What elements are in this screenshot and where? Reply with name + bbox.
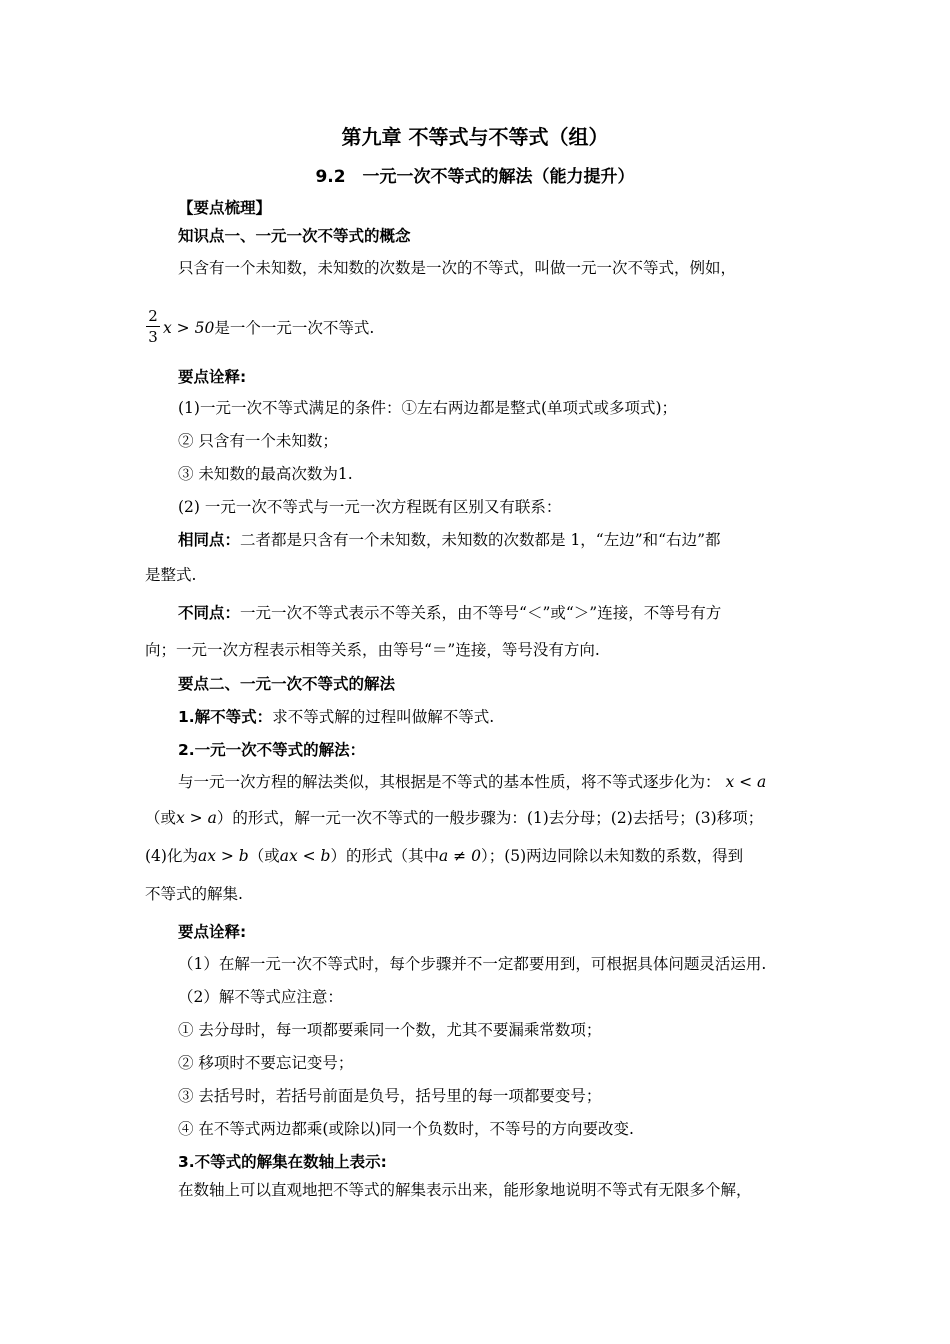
diff-point-text: 一元一次不等式表示不等关系，由不等号“＜”或“＞”连接，不等号有方 (240, 604, 722, 622)
kp2-step2-line3-expr1: ax > b (197, 847, 249, 865)
same-point-text: 二者都是只含有一个未知数，未知数的次数都是 1，“左边”和“右边”都 (240, 531, 721, 549)
example-tail: 是一个一元一次不等式. (214, 319, 375, 337)
kp2-step2-line2 (145, 808, 763, 828)
fraction-denominator: 3 (148, 328, 158, 346)
diff-point (178, 603, 721, 623)
kp1-title: 知识点一、一元一次不等式的概念 (178, 227, 411, 245)
notes2-line1: （1）在解一元一次不等式时，每个步骤并不一定都要用到，可根据具体问题灵活运用. (178, 955, 767, 973)
fraction-bar (146, 326, 160, 327)
kp2-step2-line3-a: (4)化为 (145, 847, 198, 865)
kp2-step2-line1-text: 与一元一次方程的解法类似，其根据是不等式的基本性质，将不等式逐步化为： (178, 773, 721, 791)
notes2-title: 要点诠释: (178, 923, 247, 941)
kp3-line1: 在数轴上可以直观地把不等式的解集表示出来，能形象地说明不等式有无限多个解， (178, 1181, 752, 1199)
example-expression: x > 50 (163, 319, 215, 337)
fraction-numerator: 2 (148, 307, 158, 325)
kp2-step2-line2-b: ）的形式，解一元一次不等式的一般步骤为：(1)去分母；(2)去括号；(3)移项； (216, 809, 764, 827)
same-point-label: 相同点： (178, 531, 241, 549)
kp2-step2-line2-a: （或 (145, 809, 177, 827)
kp2-step1 (178, 707, 494, 727)
kp3-title: 3.不等式的解集在数轴上表示: (178, 1153, 387, 1171)
kp2-step2-line3-c: ）的形式（其中 (330, 847, 439, 865)
kp2-step2-line4: 不等式的解集. (145, 885, 243, 903)
notes2-line5: ③ 去括号时，若括号前面是负号，括号里的每一项都要变号； (178, 1087, 602, 1105)
kp1-example (163, 318, 374, 338)
section-title: 9.2 一元一次不等式的解法（能力提升） (315, 167, 635, 187)
kp2-step2-line2-expr: x > a (176, 809, 217, 827)
kp2-step1-label: 1.解不等式： (178, 708, 273, 726)
notes1-line1: (1)一元一次不等式满足的条件：①左右两边都是整式(单项式或多项式)； (178, 399, 678, 417)
kp2-title: 要点二、一元一次不等式的解法 (178, 675, 396, 693)
example-fraction (146, 307, 160, 346)
kp2-step2-line1 (178, 772, 766, 792)
diff-point-label: 不同点： (178, 604, 241, 622)
kp2-step2-line1-expr: x < a (725, 773, 767, 791)
kp2-step2-line3 (145, 846, 743, 866)
kp2-step2-line3-expr2: ax < b (279, 847, 331, 865)
notes1-line2: ② 只含有一个未知数； (178, 432, 338, 450)
notes2-line3: ① 去分母时，每一项都要乘同一个数，尤其不要漏乘常数项； (178, 1021, 602, 1039)
same-point (178, 530, 721, 550)
kp2-step2-title: 2.一元一次不等式的解法： (178, 741, 366, 759)
notes2-line2: （2）解不等式应注意： (178, 988, 343, 1006)
heading-key-points: 【要点梳理】 (178, 199, 272, 217)
diff-point-cont: 向；一元一次方程表示相等关系，由等号“＝”连接，等号没有方向. (145, 641, 600, 659)
notes1-title: 要点诠释: (178, 368, 247, 386)
kp2-step1-text: 求不等式解的过程叫做解不等式. (272, 708, 495, 726)
kp2-step2-line3-b: （或 (248, 847, 280, 865)
notes2-line4: ② 移项时不要忘记变号； (178, 1054, 354, 1072)
notes2-line6: ④ 在不等式两边都乘(或除以)同一个负数时，不等号的方向要改变. (178, 1120, 634, 1138)
same-point-cont: 是整式. (145, 566, 197, 584)
kp2-step2-line3-expr3: a ≠ 0 (439, 847, 481, 865)
kp2-step2-line3-d: ）；(5)两边同除以未知数的系数，得到 (480, 847, 744, 865)
chapter-title: 第九章 不等式与不等式（组） (341, 125, 609, 149)
kp1-definition: 只含有一个未知数，未知数的次数是一次的不等式，叫做一元一次不等式，例如， (178, 259, 737, 277)
notes1-line4: (2) 一元一次不等式与一元一次方程既有区别又有联系： (178, 498, 562, 516)
notes1-line3: ③ 未知数的最高次数为1. (178, 465, 353, 483)
